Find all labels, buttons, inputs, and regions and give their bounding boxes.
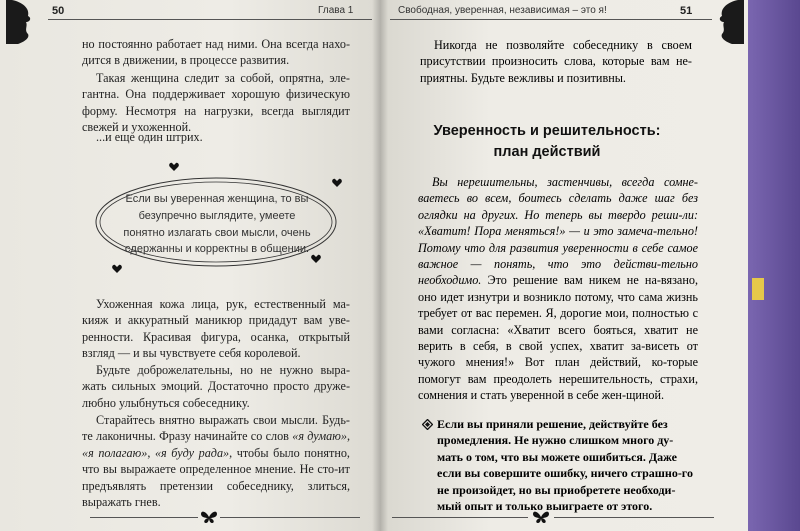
paragraph: Никогда не позволяйте собеседнику в своем присутствии произносить слова, которые вам не-приятны. Будьте вежливы и позитивны. — [420, 38, 692, 85]
paragraph: Ухоженная кожа лица, рук, естественный ма-кияж и аккуратный маникюр придадут вам уве-ренности. Красивая фигура, осанка, открытый взгляд — и вы чувствуете себя королевой. — [82, 297, 350, 361]
header-rule — [390, 19, 712, 20]
diamond-bullet-icon — [422, 419, 433, 430]
paragraph: Старайтесь внятно выражать свои мысли. Будь-те лаконичны. Фразу начинайте со слов «я думаю», «я полагаю», «я буду рада», чтобы было понятно, что вы выражаете определенное мнение. Не сто-ит предъявлять претензии собеседнику, злиться, выражать гнев. — [82, 413, 350, 510]
butterfly-icon — [200, 510, 218, 524]
footer-rule — [90, 517, 198, 518]
heart-icon — [112, 264, 122, 274]
woman-silhouette-icon — [6, 0, 40, 44]
cover-edge — [748, 0, 800, 531]
paragraph: ...и еще один штрих. — [96, 130, 203, 144]
callout-text: Если вы уверенная женщина, то вы безупречно выглядите, умеете понятно излагать свои мысли, очень сдержанны и корректны в общении. — [123, 193, 311, 256]
section-heading: Уверенность и решительность: план действий — [433, 123, 661, 160]
page-number: 50 — [52, 5, 65, 17]
heart-icon — [169, 162, 179, 172]
footer-rule — [554, 517, 714, 518]
running-head: Глава 1 — [318, 5, 354, 16]
paragraph: Вы нерешительны, застенчивы, всегда сомне-ваетесь во всем, боитесь сделать даже шаг без оглядки на других. Но теперь вы твердо реши-ли: «Хватит! Пора меняться!» — и это замеча-тельно! Потому что для развития уверенности в себе самое важное — понять, что это действи-тельно необходимо. Это решение вам никем не на-вязано, оно идет изнутри и возникло потому, что сама жизнь требует от вас перемен. Я, дорогие мои, полностью с вами согласна: «Хватит всего бояться, хватит не верить в себя, в свой успех, хватит за-висеть от чужого мнения!» Вот план действий, ко-торые помогут вам преодолеть нерешительность, страхи, сомнения и стать уверенной в себе жен-щиной. — [418, 175, 698, 403]
book-spine-shadow — [372, 0, 388, 531]
section-tab-marker — [752, 278, 764, 300]
bold-tip-paragraph: Если вы приняли решение, действуйте без промедления. Не нужно слишком много ду-мать о том, что вы можете ошибиться. Даже если вы совершите ошибку, ничего страшно-го не произойдет, но вы приобретете необходи-мый опыт и только выиграете от этого. — [437, 417, 693, 514]
heart-icon — [332, 178, 342, 188]
page-number: 51 — [680, 5, 693, 17]
butterfly-icon — [532, 510, 550, 524]
footer-rule — [220, 517, 360, 518]
paragraph: Такая женщина следит за собой, опрятна, эле-гантна. Она поддерживает хорошую физическую форму. Несмотря на нагрузки, всегда выглядит свежей и ухоженной. — [82, 71, 350, 135]
running-head: Свободная, уверенная, независимая – это я! — [398, 5, 607, 16]
paragraph: Будьте доброжелательны, но не нужно выра-жать сильных эмоций. Достаточно просто друже-любно улыбнуться собеседнику. — [82, 363, 350, 410]
woman-silhouette-icon — [710, 0, 744, 44]
footer-rule — [392, 517, 528, 518]
header-rule — [48, 19, 372, 20]
left-page — [0, 0, 380, 531]
paragraph: но постоянно работает над ними. Она всегда нахо-дится в движении, в процессе развития. — [82, 37, 350, 68]
